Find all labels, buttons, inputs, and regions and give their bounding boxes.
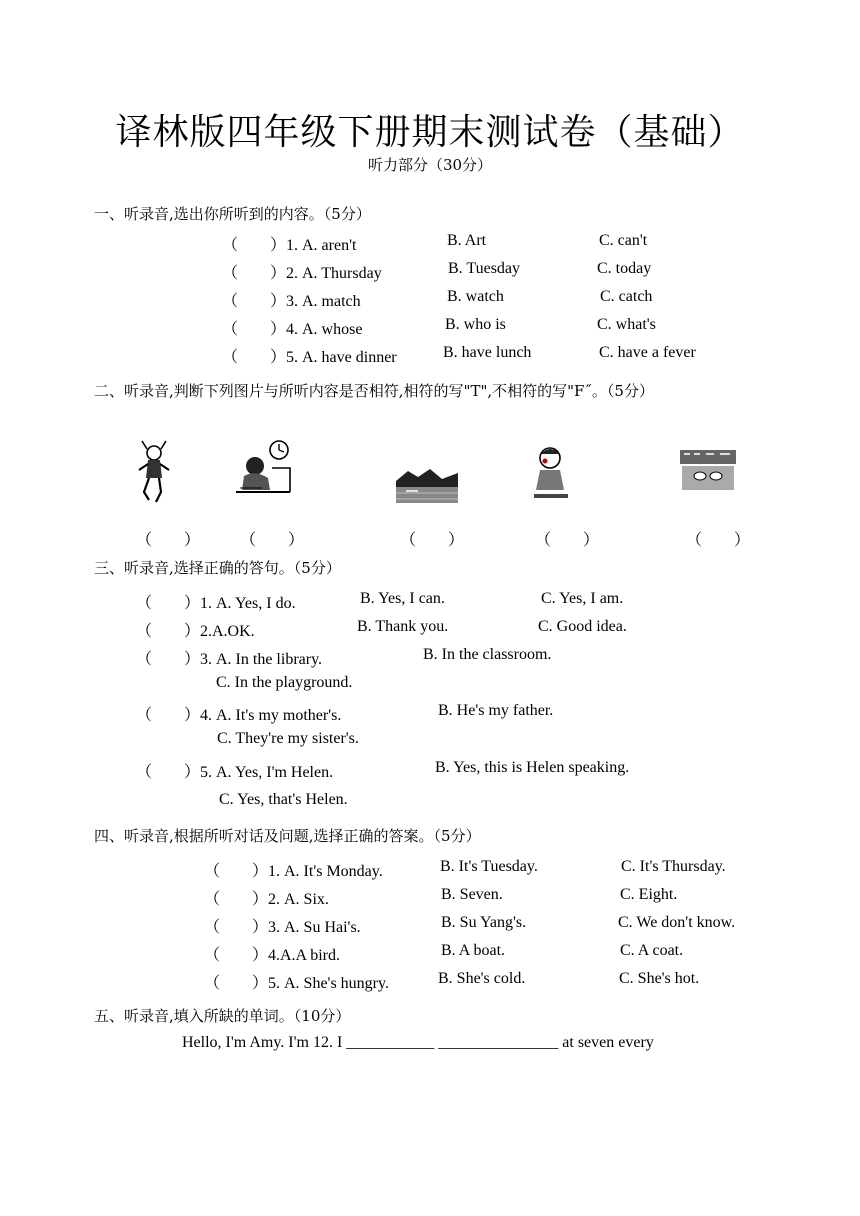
s1-q1-c: C. can't <box>599 232 648 249</box>
s4-q5-a: （ ）5. A. She's hungry. <box>204 975 389 992</box>
s2-bracket-4[interactable]: （ ） <box>535 532 600 549</box>
s1-q5-a: （ ）5. A. have dinner <box>222 349 397 366</box>
s4-q1-a: （ ）1. A. It's Monday. <box>204 863 383 880</box>
s3-q2-b: B. Thank you. <box>357 618 449 635</box>
lake-landscape-picture <box>396 467 458 507</box>
section-1-heading: 一、听录音,选出你所听到的内容。（5分） <box>94 205 371 223</box>
s3-q1-b: B. Yes, I can. <box>360 590 445 607</box>
dinner-table-picture <box>680 450 736 496</box>
s3-q4-a: （ ）4. A. It's my mother's. <box>136 707 342 724</box>
s3-q5-c: C. Yes, that's Helen. <box>219 791 348 808</box>
s3-q3-b: B. In the classroom. <box>423 646 552 663</box>
s2-bracket-1[interactable]: （ ） <box>136 532 201 549</box>
s3-q4-c: C. They're my sister's. <box>217 730 359 747</box>
s3-q4-b: B. He's my father. <box>438 702 554 719</box>
s1-q2-b: B. Tuesday <box>448 260 521 277</box>
s4-q1-b: B. It's Tuesday. <box>440 858 538 875</box>
s3-q1-a: （ ）1. A. Yes, I do. <box>136 595 296 612</box>
s4-q4-c: C. A coat. <box>620 942 684 959</box>
s3-q1-c: C. Yes, I am. <box>541 590 624 607</box>
boy-doing-homework-picture <box>232 440 294 500</box>
s1-q4-c: C. what's <box>597 316 656 333</box>
sick-child-picture <box>532 444 572 502</box>
s1-q4-b: B. who is <box>445 316 506 333</box>
s1-q1-b: B. Art <box>447 232 487 249</box>
s4-q3-a: （ ）3. A. Su Hai's. <box>204 919 361 936</box>
s2-bracket-2[interactable]: （ ） <box>240 532 305 549</box>
s1-q5-c: C. have a fever <box>599 344 696 361</box>
s4-q5-c: C. She's hot. <box>619 970 700 987</box>
s4-q2-a: （ ）2. A. Six. <box>204 891 329 908</box>
section-2-heading: 二、听录音,判断下列图片与所听内容是否相符,相符的写"T",不相符的写"F˝。（5分） <box>94 382 654 400</box>
s1-q3-c: C. catch <box>600 288 653 305</box>
s4-q3-c: C. We don't know. <box>618 914 736 931</box>
page-subtitle: 听力部分（30分） <box>367 156 493 174</box>
s3-q5-a: （ ）5. A. Yes, I'm Helen. <box>136 764 334 781</box>
s1-q3-b: B. watch <box>447 288 504 305</box>
s3-q5-b: B. Yes, this is Helen speaking. <box>435 759 630 776</box>
s1-q1-a: （ ）1. A. aren't <box>222 237 357 254</box>
s4-q2-c: C. Eight. <box>620 886 678 903</box>
s3-q3-a: （ ）3. A. In the library. <box>136 651 323 668</box>
s4-q1-c: C. It's Thursday. <box>621 858 726 875</box>
s2-bracket-5[interactable]: （ ） <box>686 532 751 549</box>
section-5-heading: 五、听录音,填入所缺的单词。（10分） <box>94 1007 351 1025</box>
s2-bracket-3[interactable]: （ ） <box>400 532 465 549</box>
s1-q5-b: B. have lunch <box>443 344 532 361</box>
s4-q5-b: B. She's cold. <box>438 970 526 987</box>
s1-q3-a: （ ）3. A. match <box>222 293 361 310</box>
s4-q4-a: （ ）4.A.A bird. <box>204 947 341 964</box>
s3-q2-c: C. Good idea. <box>538 618 627 635</box>
section-4-heading: 四、听录音,根据所听对话及问题,选择正确的答案。（5分） <box>94 827 481 845</box>
s3-q3-c: C. In the playground. <box>216 674 353 691</box>
s4-q3-b: B. Su Yang's. <box>441 914 527 931</box>
section-3-heading: 三、听录音,选择正确的答句。（5分） <box>94 559 341 577</box>
s1-q4-a: （ ）4. A. whose <box>222 321 363 338</box>
s1-q2-c: C. today <box>597 260 652 277</box>
jumping-boy-picture <box>136 440 172 506</box>
s4-q4-b: B. A boat. <box>441 942 506 959</box>
page-title: 译林版四年级下册期末测试卷（基础） <box>115 112 745 153</box>
s3-q2-a: （ ）2.A.OK. <box>136 623 255 640</box>
s5-fill-line: Hello, I'm Amy. I'm 12. I ___________ _______________ at seven every <box>182 1034 654 1051</box>
s1-q2-a: （ ）2. A. Thursday <box>222 265 382 282</box>
s4-q2-b: B. Seven. <box>441 886 503 903</box>
